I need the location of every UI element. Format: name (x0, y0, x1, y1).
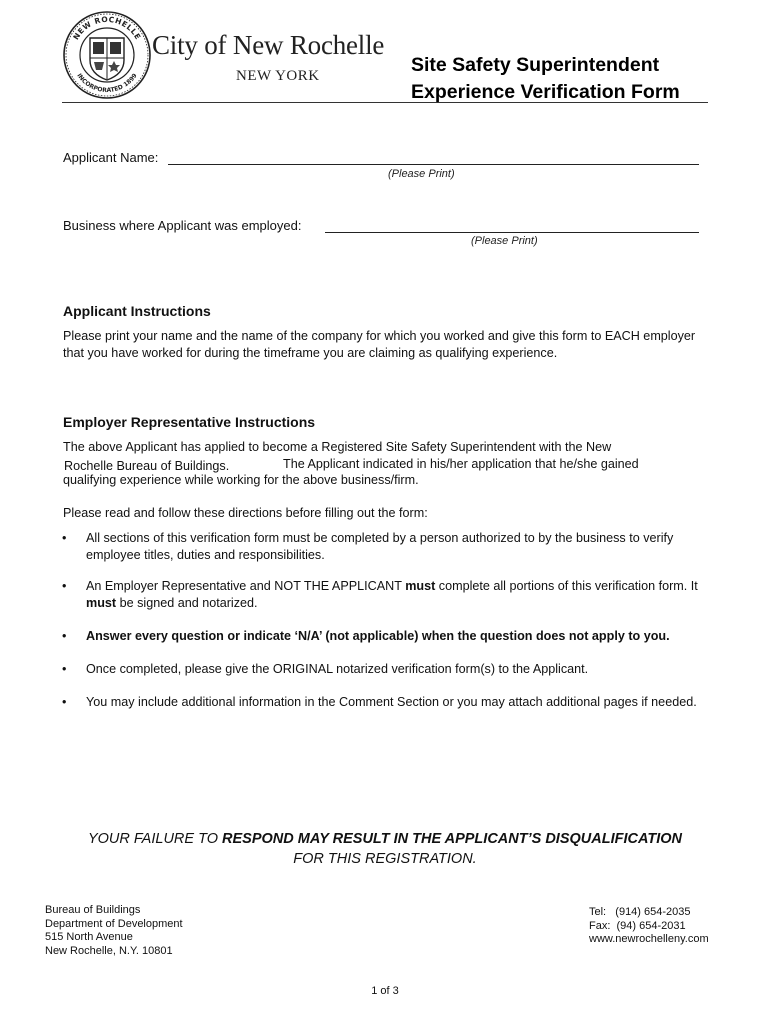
svg-text:INCORPORATED 1899: INCORPORATED 1899 (75, 72, 139, 95)
header-divider (62, 102, 708, 103)
disqualification-warning (40, 829, 730, 869)
list-item (62, 578, 712, 612)
applicant-print-note: (Please Print) (388, 168, 455, 180)
employer-instructions-para2: Please read and follow these directions before filling out the form: (63, 506, 428, 520)
footer-address-line: New Rochelle, N.Y. 10801 (45, 944, 173, 957)
list-item (62, 530, 712, 564)
warning-part1: YOUR FAILURE TO (87, 831, 222, 847)
city-name: City of New Rochelle (152, 30, 385, 60)
bullet-dot: • (62, 531, 67, 545)
para1-line2b: The Applicant indicated in his/her application that he/she gained (283, 456, 639, 471)
list-item (62, 628, 712, 645)
employer-instructions-heading: Employer Representative Instructions (63, 414, 316, 430)
footer-address-line: 515 North Avenue (45, 931, 133, 943)
form-title-line2: Experience Verification Form (411, 81, 680, 103)
footer-tel: Tel: (914) 654-2035 (589, 906, 691, 918)
applicant-name-label: Applicant Name: (63, 150, 159, 165)
warning-part2: RESPOND MAY RESULT IN THE APPLICANT’S DISQUALIFICATION (222, 831, 682, 847)
footer-contact (589, 906, 709, 947)
footer-fax: Fax: (94) 654-2031 (589, 919, 686, 932)
para1-line3: qualifying experience while working for the above business/firm. (63, 473, 419, 487)
business-print-note: (Please Print) (471, 235, 538, 247)
city-state: NEW YORK (236, 68, 320, 84)
warning-line2: FOR THIS REGISTRATION. (293, 851, 477, 867)
bullet-dot: • (62, 662, 67, 676)
footer-website[interactable]: www.newrochelleny.com (589, 933, 709, 945)
para1-line2a: Rochelle Bureau of Buildings. (64, 458, 230, 473)
form-title-line1: Site Safety Superintendent (411, 54, 660, 76)
list-item (62, 661, 712, 678)
list-item-text: Answer every question or indicate ‘N/A’ (not applicable) when the question does not apply to you. (86, 629, 670, 643)
list-item-text: Once completed, please give the ORIGINAL notarized verification form(s) to the Applicant. (86, 662, 589, 676)
applicant-name-field[interactable] (168, 152, 699, 165)
page-number: 1 of 3 (371, 985, 399, 997)
list-item-text: An Employer Representative and NOT THE APPLICANT must complete all portions of this verification form. It must be signed and notarized. (86, 579, 698, 610)
footer-address-line: Bureau of Buildings (45, 904, 141, 916)
bullet-dot: • (62, 695, 67, 709)
bullet-dot: • (62, 579, 67, 593)
bullet-dot: • (62, 629, 67, 643)
applicant-instructions-text: Please print your name and the name of the company for which you worked and give this form to EACH employer that you have worked for during the timeframe you are claiming as qualifying experience. (63, 329, 696, 360)
business-label: Business where Applicant was employed: (63, 218, 302, 233)
svg-text:NEW ROCHELLE: NEW ROCHELLE (71, 14, 143, 42)
list-item-text: You may include additional information in the Comment Section or you may attach additional pages if needed. (86, 695, 697, 709)
para1-line1: The above Applicant has applied to become a Registered Site Safety Superintendent with the New (63, 440, 612, 454)
city-seal (62, 10, 152, 100)
footer-address (45, 904, 183, 958)
business-field[interactable] (325, 220, 699, 233)
form-title (411, 52, 680, 106)
employer-instructions-para1 (63, 439, 723, 489)
list-item (62, 694, 712, 728)
list-item-text: All sections of this verification form must be completed by a person authorized to by the business to verify employee titles, duties and responsibilities. (86, 531, 674, 562)
applicant-instructions-heading: Applicant Instructions (63, 303, 211, 319)
footer-address-line: Department of Development (45, 917, 183, 930)
